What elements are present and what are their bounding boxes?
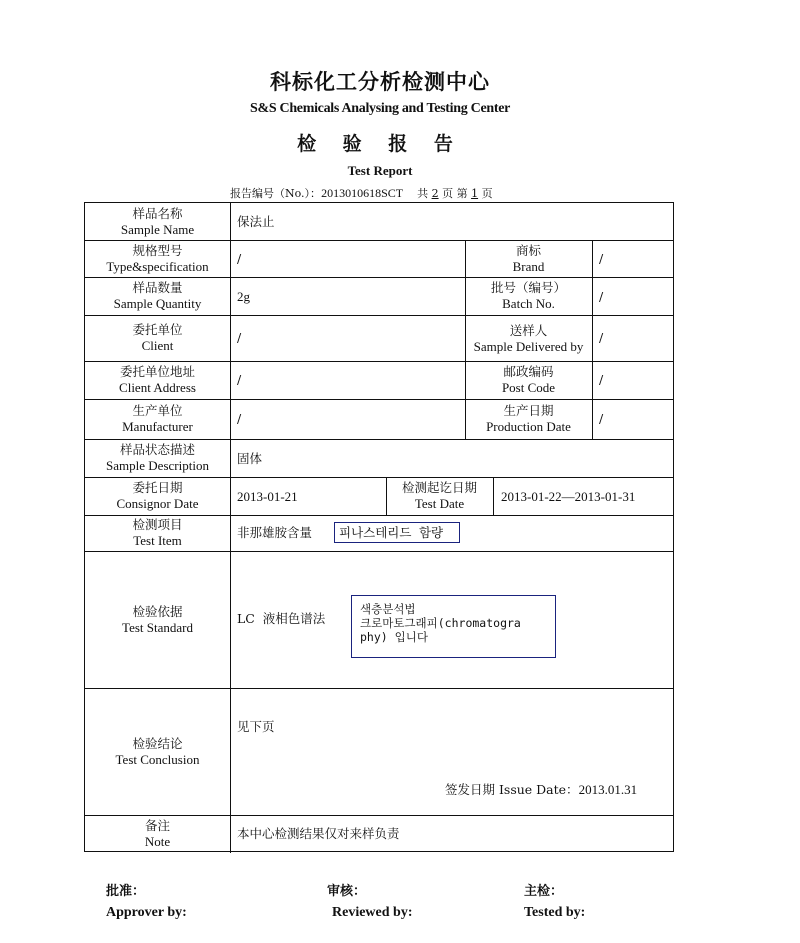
sample-description-value: 固体 [237,451,263,466]
reviewer-label-en: Reviewed by: [332,905,413,920]
brand-label-en: Brand [512,258,545,274]
test-standard-label-en: Test Standard [122,619,193,635]
sample-description-label [85,439,230,477]
manufacturer-label-cn: 生产单位 [132,403,183,418]
consignor-date-label-en: Consignor Date [116,496,199,511]
post-code-label-en: Post Code [501,380,556,395]
test-item-label-en: Test Item [133,533,182,548]
col-divider [230,203,231,853]
tester-label-en: Tested by: [524,905,586,920]
delivered-by-label [465,315,592,361]
sample-name-value: 保法止 [237,214,275,229]
batch-no-label-cn: 批号（编号） [490,280,566,295]
post-code-value: / [599,372,604,387]
tester-label-cn: 主检： [524,884,564,899]
annotation-line: 색층분석법 [360,602,416,616]
manufacturer-label [85,399,230,439]
brand-label-cn: 商标 [515,242,541,258]
type-spec-label [85,240,230,277]
test-date-label-en: Test Date [414,496,465,511]
test-standard-annotation [351,595,556,658]
client-address-label [85,361,230,399]
sample-quantity-label-cn: 样品数量 [132,280,183,295]
production-date-label-en: Production Date [486,419,571,434]
manufacturer-value: / [237,411,242,426]
sample-quantity-value: 2g [237,289,250,304]
test-conclusion-value: 见下页 [237,719,275,734]
test-date-label [386,477,493,515]
sample-quantity-label [85,277,230,315]
issue-date-line [445,782,637,798]
test-item-annotation: 피나스테리드 함량 [334,522,460,543]
sample-quantity-label-en: Sample Quantity [113,296,202,311]
brand-label [465,240,592,277]
report-number-line [230,185,493,201]
consignor-date-value: 2013-01-21 [237,489,298,504]
test-conclusion-label-cn: 检验结论 [132,735,183,751]
test-item-value: 非那雄胺含量 [237,525,313,540]
test-item-label-cn: 检测项目 [132,517,183,532]
client-address-value: / [237,372,242,387]
type-spec-label-en: Type&specification [106,258,209,274]
approver-label-en: Approver by: [106,905,187,920]
org-name-cn: 科标化工分析检测中心 [270,69,490,94]
issue-date-value: 2013.01.31 [578,782,638,797]
sample-description-label-cn: 样品状态描述 [119,442,195,457]
client-value: / [237,330,242,345]
post-code-label-cn: 邮政编码 [503,364,554,379]
test-date-value: 2013-01-22—2013-01-31 [501,489,636,504]
sample-name-label [85,203,230,240]
production-date-label-cn: 生产日期 [503,403,554,418]
total-label: 共 [417,187,429,200]
test-conclusion-label [85,688,230,815]
note-value: 本中心检测结果仅对来样负责 [237,826,400,841]
sample-name-label-cn: 样品名称 [132,205,183,221]
production-date-label [465,399,592,439]
client-label [85,315,230,361]
note-label-cn: 备注 [144,818,170,833]
manufacturer-label-en: Manufacturer [122,419,193,434]
report-no-label: 报告编号（No.）： [230,187,322,200]
consignor-date-label [85,477,230,515]
total-pages: 2 [431,187,439,200]
test-standard-label [85,551,230,688]
report-title-en: Test Report [347,163,413,178]
consignor-date-label-cn: 委托日期 [132,480,183,495]
page-word: 页 第 [442,187,468,200]
annotation-line: 크로마토그래피(chromatogra [360,616,521,630]
reviewer-label-cn: 审核： [327,884,367,899]
production-date-value: / [599,411,604,426]
delivered-by-label-en: Sample Delivered by [473,338,584,354]
note-label [85,815,230,853]
test-standard-value: LC 液相色谱法 [237,611,326,626]
client-address-label-en: Client Address [119,380,196,395]
client-address-label-cn: 委托单位地址 [119,364,195,379]
test-date-label-cn: 检测起讫日期 [401,480,477,495]
page-word-2: 页 [481,187,493,200]
issue-date-label: 签发日期 Issue Date： [445,782,579,797]
col-divider [592,240,593,439]
type-spec-label-cn: 规格型号 [132,242,183,258]
post-code-label [465,361,592,399]
report-title-cn: 检 验 报 告 [297,133,463,155]
report-no: 2013010618SCT [321,186,404,200]
sample-name-label-en: Sample Name [120,221,195,237]
test-conclusion-label-en: Test Conclusion [115,751,200,767]
sample-description-label-en: Sample Description [106,458,209,473]
batch-no-value: / [599,289,604,304]
col-divider [493,477,494,515]
test-item-label [85,515,230,551]
client-label-cn: 委托单位 [132,322,183,337]
delivered-by-value: / [599,330,604,345]
type-spec-value: / [237,251,242,266]
test-standard-label-cn: 检验依据 [132,603,183,619]
batch-no-label [465,277,592,315]
note-label-en: Note [144,834,171,849]
annotation-line: phy) 입니다 [360,630,428,644]
client-label-en: Client [141,338,174,353]
approver-label-cn: 批准： [106,884,146,899]
page-number: 1 [471,187,479,200]
batch-no-label-en: Batch No. [502,296,555,311]
brand-value: / [599,251,604,266]
delivered-by-label-cn: 送样人 [509,322,548,338]
org-name-en: S&S Chemicals Analysing and Testing Center [249,101,511,116]
